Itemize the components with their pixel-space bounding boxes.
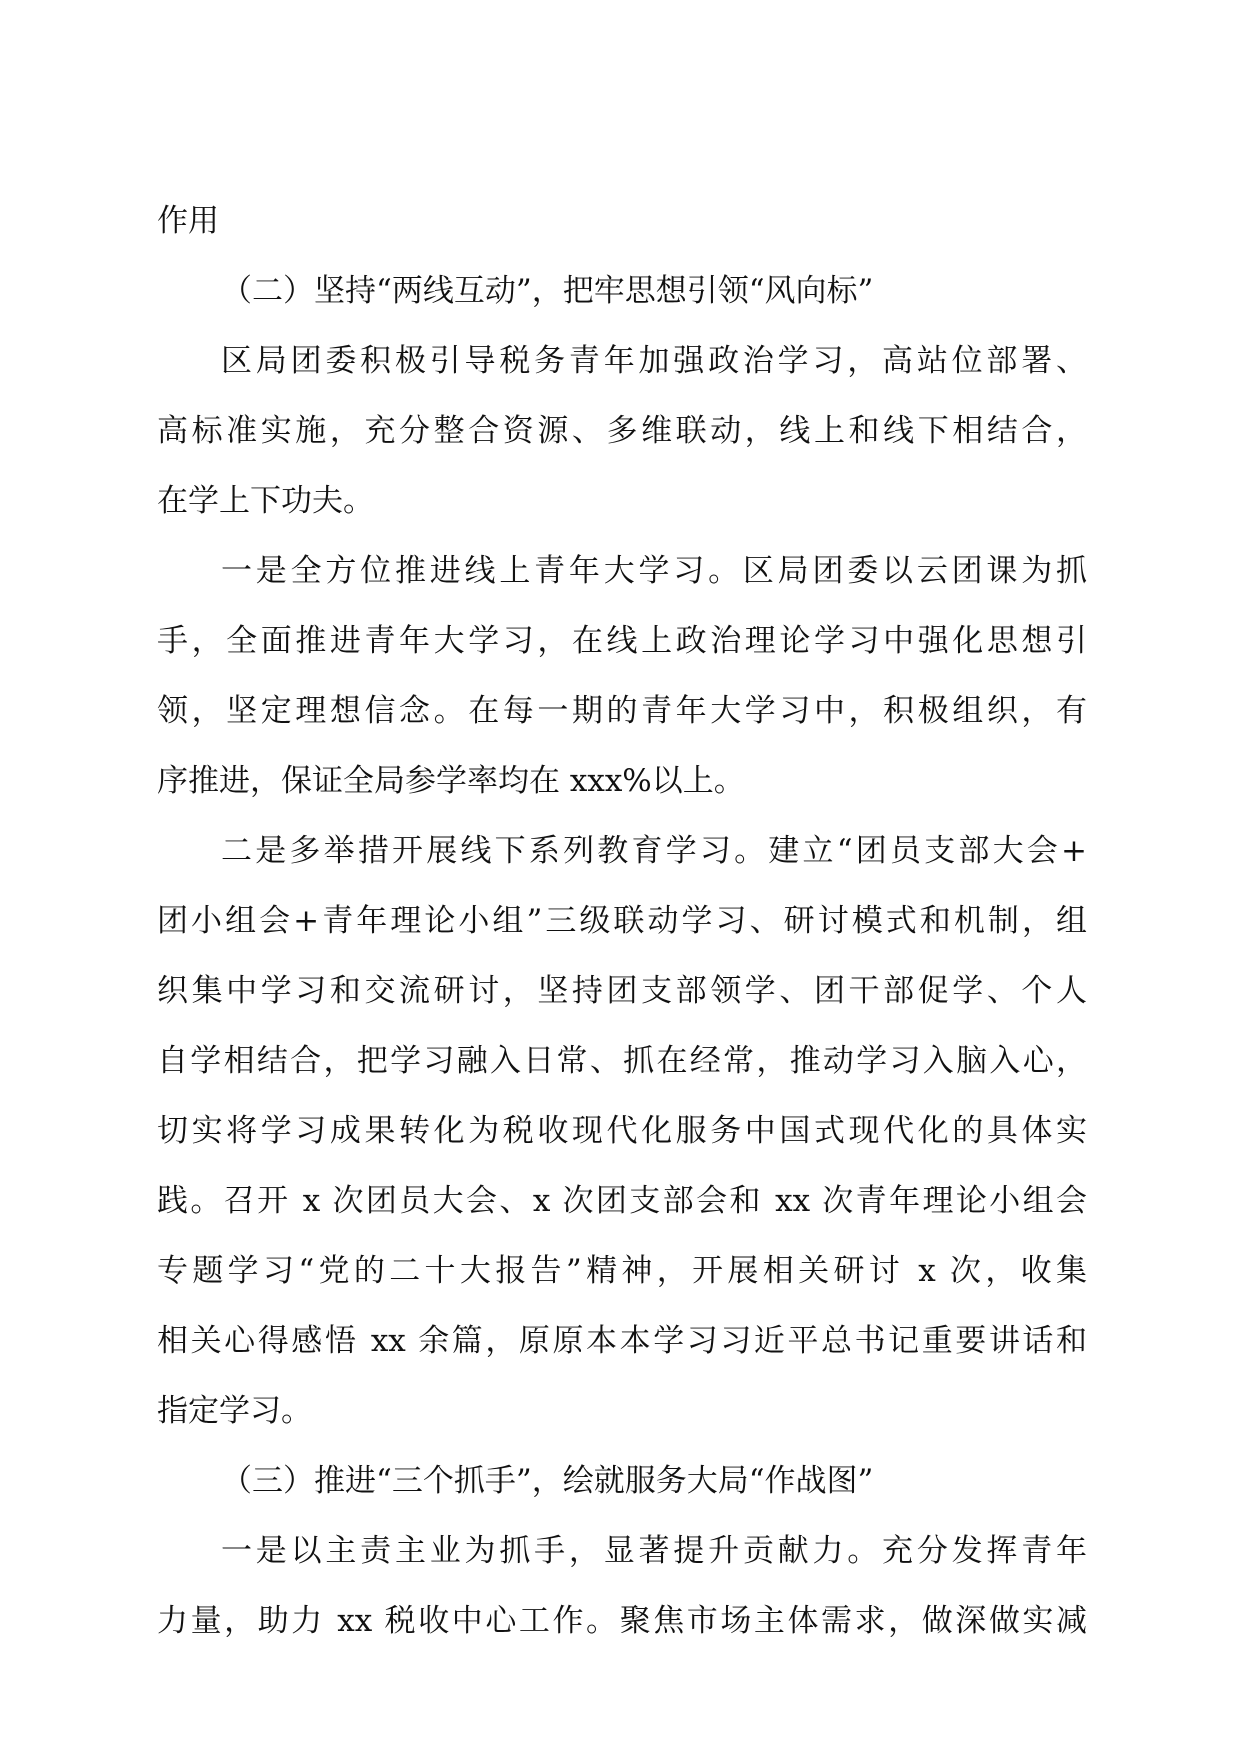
paragraph-line: 高标准实施，充分整合资源、多维联动，线上和线下相结合， (157, 413, 1087, 449)
paragraph-line: 二是多举措开展线下系列教育学习。建立“团员支部大会+ (221, 833, 1087, 869)
paragraph-line: 区局团委积极引导税务青年加强政治学习，高站位部署、 (221, 343, 1087, 379)
paragraph-line: 序推进，保证全局参学率均在 xxx%以上。 (157, 763, 745, 799)
paragraph-line: 自学相结合，把学习融入日常、抓在经常，推动学习入脑入心， (157, 1043, 1087, 1079)
paragraph-line: 力量，助力 xx 税收中心工作。聚焦市场主体需求，做深做实减 (157, 1603, 1087, 1639)
paragraph-line: 践。召开 x 次团员大会、x 次团支部会和 xx 次青年理论小组会 (157, 1183, 1087, 1219)
paragraph-line: 在学上下功夫。 (157, 483, 374, 519)
paragraph-line: 相关心得感悟 xx 余篇，原原本本学习习近平总书记重要讲话和 (157, 1323, 1087, 1359)
paragraph-line: 指定学习。 (157, 1393, 312, 1429)
paragraph-line: 手，全面推进青年大学习，在线上政治理论学习中强化思想引 (157, 623, 1087, 659)
section-heading: （三）推进“三个抓手”，绘就服务大局“作战图” (221, 1463, 874, 1499)
paragraph-line: 领，坚定理想信念。在每一期的青年大学习中，积极组织，有 (157, 693, 1087, 729)
paragraph-line: 专题学习“党的二十大报告”精神，开展相关研讨 x 次，收集 (157, 1253, 1087, 1289)
paragraph-line: 切实将学习成果转化为税收现代化服务中国式现代化的具体实 (157, 1113, 1087, 1149)
paragraph-line: 团小组会+青年理论小组”三级联动学习、研讨模式和机制，组 (157, 903, 1087, 939)
paragraph-line: 织集中学习和交流研讨，坚持团支部领学、团干部促学、个人 (157, 973, 1087, 1009)
paragraph-line: 一是以主责主业为抓手，显著提升贡献力。充分发挥青年 (221, 1533, 1087, 1569)
document-body (157, 186, 1087, 1656)
section-heading: （二）坚持“两线互动”，把牢思想引领“风向标” (221, 273, 874, 309)
body-line: 作用 (157, 203, 219, 239)
paragraph-line: 一是全方位推进线上青年大学习。区局团委以云团课为抓 (221, 553, 1087, 589)
